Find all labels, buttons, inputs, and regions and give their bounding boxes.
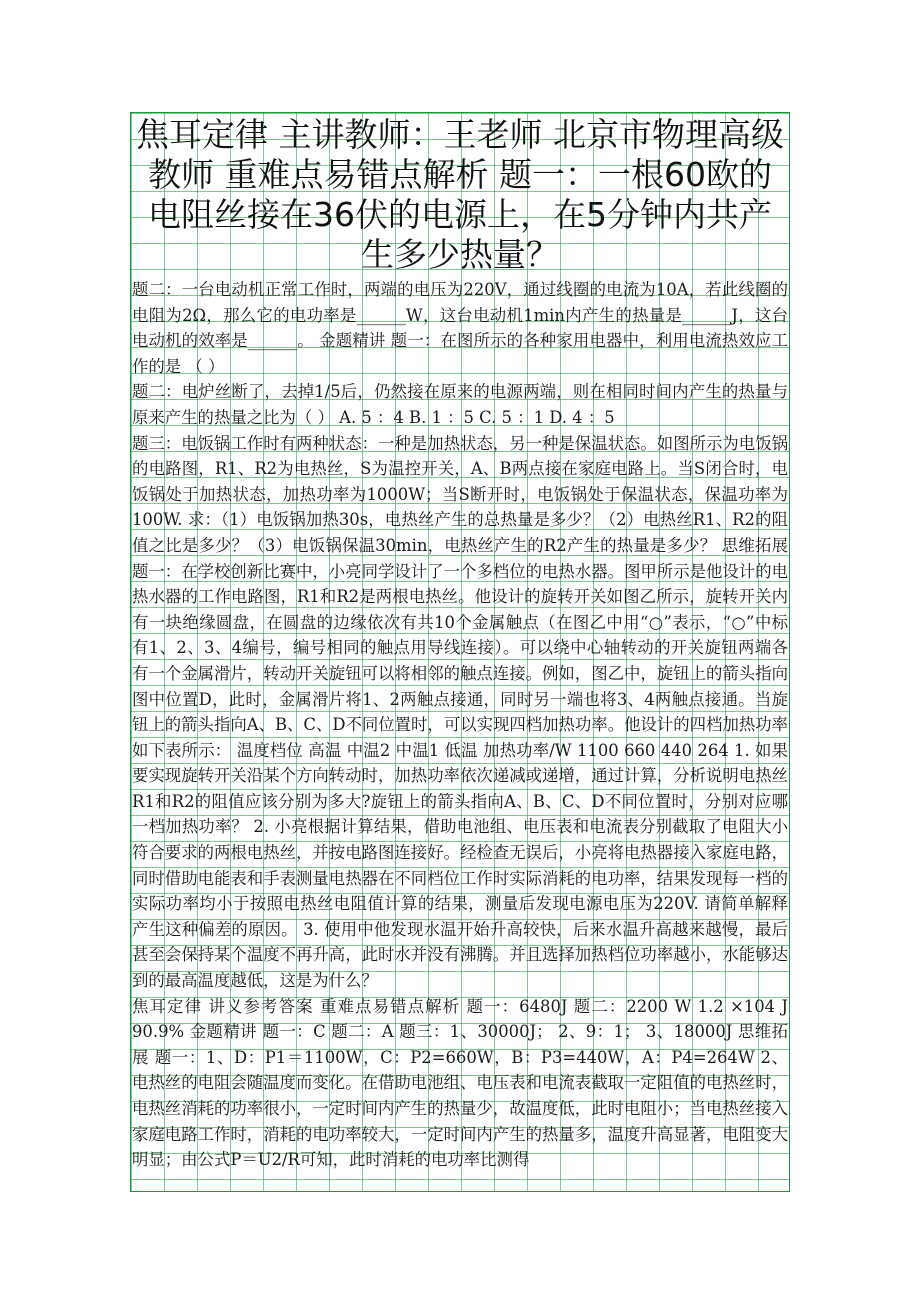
question-jin-3-paragraph: 题三：电饭锅工作时有两种状态：一种是加热状态，另一种是保温状态。如图所示为电饭锅的电路图，R1、R2为电热丝，S为温控开关，A、B两点接在家庭电路上。当S闭合时，电饭锅处于加热状态，加热功率为1000W；当S断开时，电饭锅处于保温状态，保温功率为100W. 求：（1）电饭锅加热30s，电热丝产生的总热量是多少？（2）电热丝R1、R2的阻值之比是多少？（3）电饭锅保温30min，电热丝产生的R2产生的热量是多少？ 思维拓展 题一：在学校创新比赛中，小亮同学设计了一个多档位的电热水器。图甲所示是他设计的电热水器的工作电路图，R1和R2是两根电热丝。他设计的旋转开关如图乙所示，旋转开关内有一块绝缘圆盘，在圆盘的边缘依次有共10个金属触点（在图乙中用“○”表示，“○”中标有1、2、3、4编号，编号相同的触点用导线连接）。可以绕中心轴转动的开关旋钮两端各有一个金属滑片，转动开关旋钮可以将相邻的触点连接。例如，图乙中，旋钮上的箭头指向图中位置D，此时，金属滑片将1、2两触点接通，同时另一端也将3、4两触点接通。当旋钮上的箭头指向A、B、C、D不同位置时，可以实现四档加热功率。他设计的四档加热功率如下表所示： 温度档位 高温 中温2 中温1 低温 加热功率/W 1100 660 440 264 1. 如果要实现旋转开关沿某个方向转动时，加热功率依次递减或递增，通过计算，分析说明电热丝R1和R2的阻值应该分别为多大?旋钮上的箭头指向A、B、C、D不同位置时，分别对应哪一档加热功率？ 2. 小亮根据计算结果，借助电池组、电压表和电流表分别截取了电阻大小符合要求的两根电热丝，并按电路图连接好。经检查无误后，小亮将电热器接入家庭电路，同时借助电能表和手表测量电热器在不同档位工作时实际消耗的电功率，结果发现每一档的实际功率均小于按照电热丝电阻值计算的结果，测量后发现电源电压为220V. 请简单解释产生这种偏差的原因。 3. 使用中他发现水温开始升高较快，后来水温升高越来越慢，最后甚至会保持某个温度不再升高，此时水并没有沸腾。并且选择加热档位功率越小，水能够达到的最高温度越低，这是为什么？ xyxy=(132,433,789,991)
question-2-paragraph: 题二：一台电动机正常工作时，两端的电压为220V，通过线圈的电流为10A，若此线圈的电阻为2Ω，那么它的电功率是______W，这台电动机1min内产生的热量是______J，这台电动机的效率是______。 金题精讲 题一：在图所示的各种家用电器中，利用电流热效应工作的是 （ ） xyxy=(132,280,788,376)
document-title: 焦耳定律 主讲教师：王老师 北京市物理高级教师 重难点易错点解析 题一：一根60欧的电阻丝接在36伏的电源上，在5分钟内共产生多少热量？ xyxy=(136,115,784,274)
question-jin-2-paragraph: 题二：电炉丝断了，去掉1/5后，仍然接在原来的电源两端，则在相同时间内产生的热量与原来产生的热量之比为（ ） A. 5 ：4 B. 1 ：5 C. 5 ：1 D. 4 ：5 xyxy=(132,382,788,427)
document-page xyxy=(130,112,790,1192)
answer-key-paragraph: 焦耳定律 讲义参考答案 重难点易错点解析 题一：6480J 题二：2200 W 1.2 ×104 J 90.9% 金题精讲 题一：C 题二：A 题三：1、30000J； 2、9：1； 3、18000J 思维拓展 题一：1、D：P1＝1100W，C：P2=660W，B：P3=440W，A：P4=264W 2、电热丝的电阻会随温度而变化。在借助电池组、电压表和电流表截取一定阻值的电热丝时，电热丝消耗的功率很小，一定时间内产生的热量少，故温度低，此时电阻小；当电热丝接入家庭电路工作时，消耗的电功率较大，一定时间内产生的热量多，温度升高显著，电阻变大明显；由公式P＝U2/R可知，此时消耗的电功率比测得 xyxy=(132,996,788,1170)
